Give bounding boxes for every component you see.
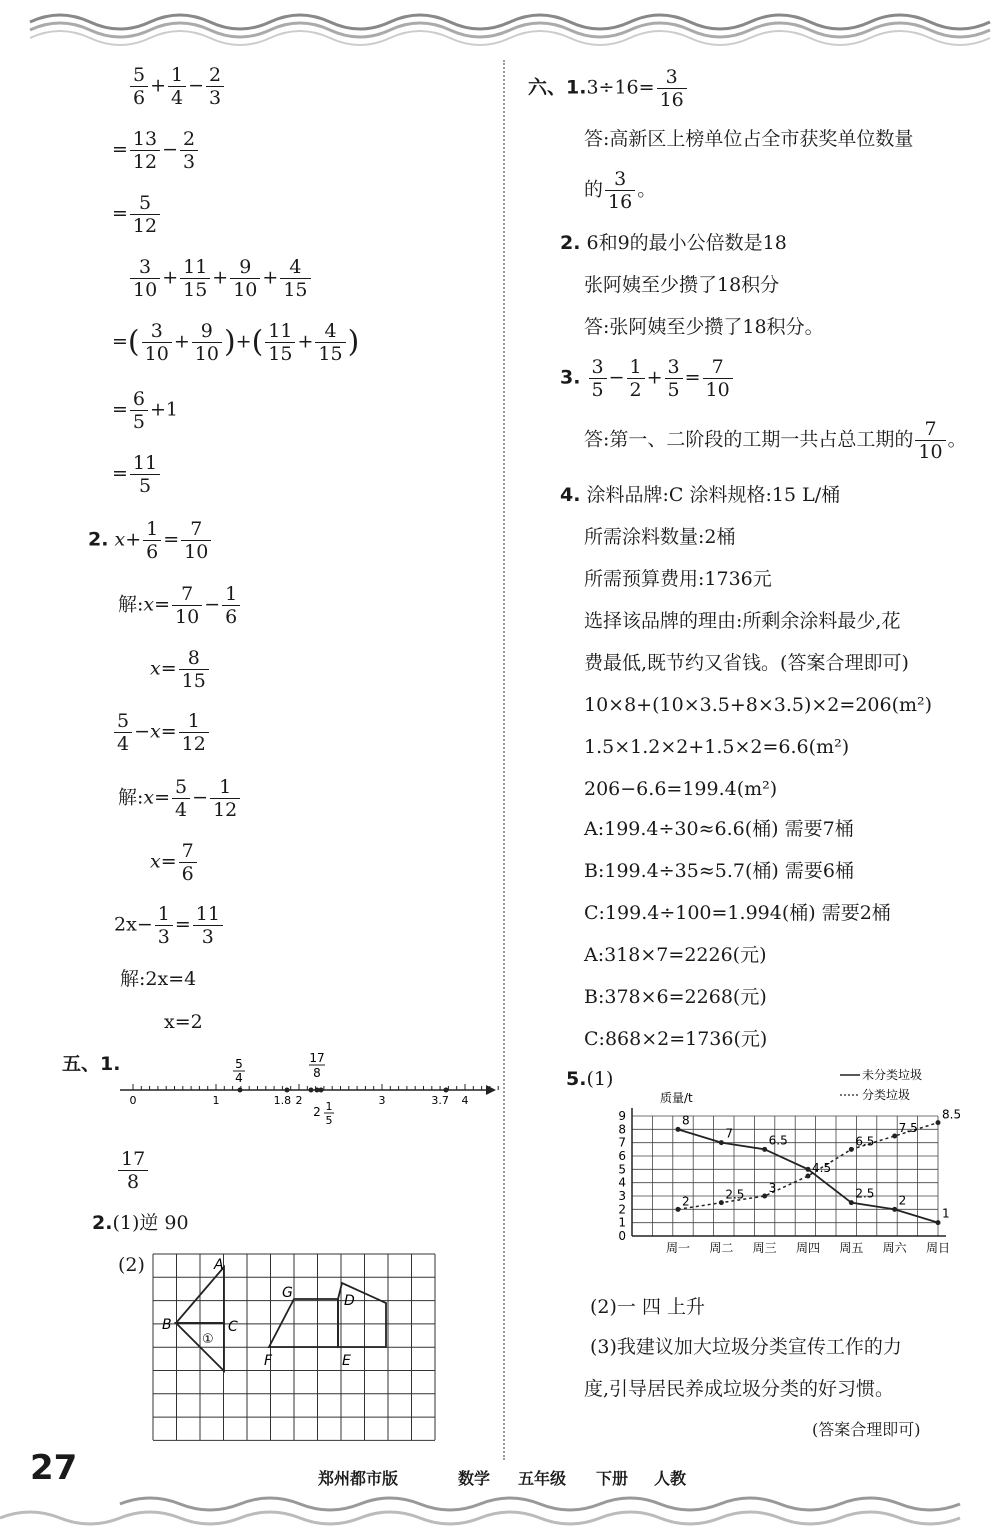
- liu-4-line-10: C:199.4÷100=1.994(桶) 需要2桶: [584, 902, 891, 924]
- label-D: D: [344, 1293, 355, 1309]
- liu-4-line-11: A:318×7=2226(元): [584, 944, 767, 966]
- nl-point-2: [309, 1088, 314, 1093]
- equation-1-result: x= $\frac{8}{15}$: [150, 647, 211, 692]
- series-point: [849, 1147, 854, 1152]
- series-point: [936, 1220, 941, 1225]
- calc-2-result: = $\frac{11}{5}$: [112, 452, 162, 497]
- chart-x-tick: 周三: [752, 1241, 777, 1255]
- liu-2-line1: 2. 6和9的最小公倍数是18: [560, 232, 787, 254]
- liu-1-expression: 六、1.3÷16= $\frac{3}{16}$: [528, 66, 689, 111]
- liu-3-expression: 3. $\frac{3}{5}$ − $\frac{1}{2}$ + $\frac{3}{5}$ = $\frac{7}{10}$: [560, 356, 735, 401]
- nl-top1-den: 4: [235, 1071, 243, 1085]
- series-point: [762, 1194, 767, 1199]
- chart-x-tick: 周四: [795, 1241, 821, 1255]
- equation-2: $\frac{5}{4}$ −x= $\frac{1}{12}$: [112, 710, 211, 755]
- equation-3: 2x− $\frac{1}{3}$ = $\frac{11}{3}$: [114, 903, 225, 948]
- wu-2-part1: 2.(1)逆 90: [92, 1212, 189, 1234]
- series-point: [892, 1207, 897, 1212]
- series-data-label: 7: [725, 1126, 733, 1141]
- liu-1-answer-line2: 的 $\frac{3}{16}$ 。: [584, 168, 657, 213]
- legend-unsorted: 未分类垃圾: [862, 1068, 923, 1082]
- bottom-wave-border: [0, 1490, 1007, 1536]
- wu-1-answer: $\frac{17}{8}$: [116, 1148, 150, 1193]
- footer-subject: 数学: [458, 1469, 491, 1488]
- rotation-grid: [152, 1253, 438, 1441]
- series-data-label: 2.5: [725, 1187, 745, 1202]
- nl-tick-label: 1: [212, 1094, 220, 1107]
- series-point: [936, 1120, 941, 1125]
- label-G: G: [282, 1285, 293, 1301]
- equation-2-result: x= $\frac{7}{6}$: [150, 840, 199, 885]
- chart-y-tick: 5: [618, 1162, 626, 1177]
- nl-top1-num: 5: [235, 1057, 243, 1071]
- chart-y-tick: 1: [618, 1215, 626, 1230]
- chart-y-tick: 6: [618, 1149, 626, 1163]
- series-point: [892, 1134, 897, 1139]
- equation-1-solve: 解:x= $\frac{7}{10}$ − $\frac{1}{6}$: [118, 583, 242, 628]
- calc-2-step-1: =( $\frac{3}{10}$ + $\frac{9}{10}$ )+( $\frac{11}{15}$ + $\frac{4}{15}$ ): [112, 320, 360, 365]
- equation-3-solve: 解:2x=4: [120, 968, 197, 990]
- chart-y-tick: 4: [618, 1175, 626, 1190]
- liu-4-line-12: B:378×6=2268(元): [584, 986, 767, 1008]
- liu-4-line-4: 费最低,既节约又省钱。(答案合理即可): [584, 652, 909, 674]
- chart-x-tick: 周日: [925, 1241, 951, 1255]
- series-point: [719, 1200, 724, 1205]
- label-B: B: [162, 1317, 172, 1333]
- series-point: [849, 1200, 854, 1205]
- nl-tick-label: 2: [295, 1094, 303, 1107]
- series-point: [719, 1140, 724, 1145]
- label-C: C: [228, 1319, 238, 1335]
- nl-tick-label: 1.8: [273, 1094, 292, 1107]
- equation-3-result: x=2: [164, 1011, 203, 1033]
- chart-x-tick: 周六: [882, 1241, 907, 1255]
- label-A: A: [214, 1257, 224, 1273]
- liu-4-line-7: 206−6.6=199.4(m²): [584, 778, 778, 800]
- liu-4-line-1: 所需涂料数量:2桶: [584, 526, 736, 548]
- liu-2-answer: 答:张阿姨至少攒了18积分。: [584, 316, 824, 338]
- liu-3-answer: 答:第一、二阶段的工期一共占总工期的 $\frac{7}{10}$ 。: [584, 418, 967, 463]
- liu-4-line-3: 选择该品牌的理由:所剩余涂料最少,花: [584, 610, 901, 632]
- series-data-label: 6.5: [855, 1134, 875, 1149]
- calc-2-step-2: = $\frac{6}{5}$ +1: [112, 388, 179, 433]
- nl-point-1-8: [285, 1088, 290, 1093]
- series-data-label: 2: [898, 1193, 907, 1208]
- liu-5-part2: (2)一 四 上升: [590, 1296, 705, 1318]
- series-point: [762, 1147, 767, 1152]
- chart-y-tick: 0: [618, 1229, 626, 1243]
- section-wu-label: 五、1.: [62, 1053, 121, 1075]
- shape-left-part: [269, 1299, 338, 1347]
- equation-2-solve: 解:x= $\frac{5}{4}$ − $\frac{1}{12}$: [118, 776, 242, 821]
- chart-y-tick: 3: [618, 1189, 626, 1203]
- footer-edition: 郑州都市版: [318, 1469, 399, 1488]
- chart-y-tick: 7: [618, 1135, 626, 1150]
- chart-y-ticks: [618, 1109, 626, 1243]
- chart-x-ticks: [666, 1241, 950, 1255]
- liu-4-line-2: 所需预算费用:1736元: [584, 568, 772, 590]
- calc-1-step-1: = $\frac{13}{12}$ − $\frac{2}{3}$: [112, 128, 200, 173]
- nl-point-5-4: [238, 1088, 243, 1093]
- series-data-label: 4.5: [812, 1161, 832, 1175]
- liu-4-line-8: A:199.4÷30≈6.6(桶) 需要7桶: [584, 818, 854, 840]
- series-data-label: 6.5: [768, 1133, 788, 1148]
- label-E: E: [342, 1353, 351, 1369]
- footer-publisher: 人教: [654, 1469, 687, 1488]
- series-data-label: 7.5: [898, 1121, 918, 1135]
- series-data-label: 8: [682, 1113, 690, 1128]
- equation-1: 2. x+ $\frac{1}{6}$ = $\frac{7}{10}$: [88, 518, 213, 563]
- series-data-label: 8.5: [942, 1107, 962, 1122]
- nl-tick-label: 4: [461, 1094, 469, 1107]
- chart-y-tick: 8: [618, 1122, 626, 1137]
- legend-sorted: 分类垃圾: [862, 1088, 911, 1102]
- liu-5-part3-line1: (3)我建议加大垃圾分类宣传工作的力: [590, 1336, 902, 1358]
- series-data-label: 2.5: [855, 1186, 875, 1201]
- series-data-label: 3: [768, 1181, 777, 1195]
- series-data-label: 2: [682, 1194, 690, 1209]
- liu-4-line-9: B:199.4÷35≈5.7(桶) 需要6桶: [584, 860, 854, 882]
- liu-4-line-13: C:868×2=1736(元): [584, 1028, 768, 1050]
- label-circle-1: ①: [202, 1332, 214, 1347]
- liu-1-answer-line1: 答:高新区上榜单位占全市获奖单位数量: [584, 128, 914, 150]
- nl-tick-label: 3: [378, 1094, 386, 1107]
- liu-5-note: (答案合理即可): [812, 1420, 921, 1439]
- nl-point-3-7: [444, 1088, 449, 1093]
- nl-point-2-1-5: [319, 1088, 324, 1093]
- liu-4-line-6: 1.5×1.2×2+1.5×2=6.6(m²): [584, 736, 850, 758]
- page-number: 27: [30, 1448, 78, 1488]
- chart-x-tick: 周一: [665, 1241, 691, 1255]
- footer-volume: 下册: [596, 1469, 629, 1488]
- series-point: [806, 1167, 811, 1172]
- chart-ylabel: 质量/t: [660, 1091, 693, 1105]
- wu-2-part2-label: (2): [118, 1254, 145, 1276]
- nl-top2-num: 17: [309, 1051, 325, 1065]
- liu-2-line2: 张阿姨至少攒了18积分: [584, 274, 780, 296]
- chart-x-tick: 周二: [709, 1241, 734, 1255]
- footer-grade: 五年级: [518, 1469, 567, 1488]
- chart-y-tick: 9: [618, 1109, 626, 1123]
- chart-series: [676, 1108, 962, 1226]
- nl-top2-den: 8: [313, 1066, 321, 1080]
- nl-bottom-den: 5: [325, 1114, 333, 1127]
- number-line: [110, 1046, 500, 1132]
- calc-1-result: = $\frac{5}{12}$: [112, 192, 162, 237]
- calc-2-expression: $\frac{3}{10}$ + $\frac{11}{15}$ + $\frac{9}{10}$ + $\frac{4}{15}$: [128, 256, 313, 301]
- series-data-label: 1: [942, 1206, 950, 1221]
- nl-tick-label: 3.7: [431, 1094, 449, 1107]
- liu-5-part3-line2: 度,引导居民养成垃圾分类的好习惯。: [584, 1378, 895, 1400]
- nl-bottom-num: 1: [325, 1100, 333, 1113]
- series-point: [806, 1174, 811, 1179]
- nl-tick-label: 0: [129, 1094, 137, 1107]
- liu-4-line-5: 10×8+(10×3.5+8×3.5)×2=206(m²): [584, 694, 933, 716]
- chart-y-tick: 2: [618, 1202, 626, 1217]
- top-wave-border: [0, 0, 1007, 48]
- label-F: F: [264, 1353, 273, 1369]
- liu-5-part1: 5.(1): [566, 1068, 614, 1090]
- series-point: [676, 1207, 681, 1212]
- series-point: [676, 1127, 681, 1132]
- garbage-line-chart: [612, 1064, 972, 1256]
- chart-x-tick: 周五: [839, 1241, 864, 1255]
- liu-4-line-0: 4. 涂料品牌:C 涂料规格:15 L/桶: [560, 484, 841, 506]
- column-divider: [503, 60, 505, 1460]
- calc-1-expression: $\frac{5}{6}$ + $\frac{1}{4}$ − $\frac{2}{3}$: [128, 64, 226, 109]
- nl-bottom-whole: 2: [313, 1105, 321, 1119]
